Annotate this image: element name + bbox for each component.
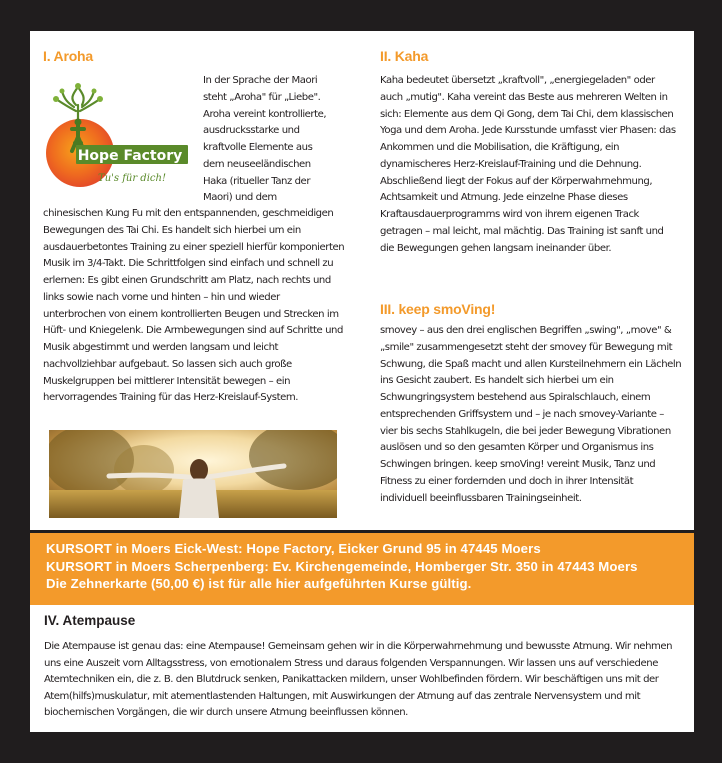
smoving-paragraph: smovey – aus den drei englischen Begriffen „swing", „move" & „smile" zusammengesetzt steht der smovey für Bewegung mit Schwung, die Spaß macht und allen Kursteilnehmern ein Lächeln ins Gesicht zaubert. Es handelt sich hierbei um ein Schwungringsystem bestehend aus Spiralschlauch, einem entsprechenden Griffsystem und – je nach smovey-Variante – vier bis sechs Stahlkugeln, die bei jeder Bewegung Vibrationen auslösen und so den gesamten Körper und Organismus ins Schwingen bringen. keep smoVing! vereint Musik, Tanz und Fitness zu einer fordernden und doch in ihrer Intensität individuell beeinflussbaren Trainingseinheit. [380, 325, 682, 504]
aroha-main-paragraph: chinesischen Kung Fu mit den entspannenden, geschmeidigen Bewegungen des Tai Chi. Es handelt sich hierbei um ein ausdauerbetontes Training zu einer speziell hierfür komponierten Musik im 3/4-Takt. Die Schrittfolgen sind einfach und schnell zu erlernen: Es gibt einen Grundschritt am Platz, nach rechts und links sowie nach vorne und hinten – hin und wieder unterbrochen von einem kontrollierten Beugen und Strecken im Hüft- und Kniegelenk. Die Armbewegungen sind auf Schritte und Musik abgestimmt und werden langsam und leicht nachvollziehbar aufgebaut. So lassen sich auch große Muskelgruppen bei mittlerer Intensität bewegen – ein hervorragendes Training für das Herz-Kreislauf-System. [43, 208, 345, 404]
atempause-panel [30, 605, 694, 732]
atempause-text [44, 639, 688, 722]
aroha-heading: I. Aroha [43, 48, 93, 64]
aroha-intro-paragraph: In der Sprache der Maori steht „Aroha" für „Liebe". Aroha vereint kontrollierte, ausdrucksstarke und kraftvolle Elemente aus dem neuseeländischen Haka (ritueller Tanz der Maori) und dem [203, 75, 327, 204]
atempause-paragraph: Die Atempause ist genau das: eine Atempause! Gemeinsam gehen wir in die Körperwahrnehmung und bewusste Atmung. Wir nehmen uns eine Auszeit vom Alltagsstress, von emotionalem Stress und daraus folgenden Verspannungen. Wir lassen uns auf verschiedene Atemtechniken ein, die z. B. den Blutdruck senken, Panikattacken mildern, unser Wohlbefinden fördern. Wir beschäftigen uns mit der Atem(hilfs)muskulatur, mit atementlastenden Haltungen, mit Auswirkungen der Atmung auf das zentrale Nervensystem und mit biochemischen Vorgängen, die wir durch unsere Atmung beeinflussen können. [44, 641, 673, 719]
location-info-band [30, 533, 694, 605]
kaha-text [380, 73, 680, 257]
logo-tagline: Tu's für dich! [98, 173, 166, 184]
hope-factory-logo [42, 79, 192, 209]
photo-illustration [49, 430, 337, 518]
ten-card-note: Die Zehnerkarte (50,00 €) ist für alle hier aufgeführten Kurse gültig. [46, 576, 472, 591]
location-eick-west: KURSORT in Moers Eick-West: Hope Factory, Eicker Grund 95 in 47445 Moers [46, 541, 541, 556]
hope-factory-logo-graphic [42, 79, 192, 209]
smoving-text [380, 323, 682, 507]
kaha-heading: II. Kaha [380, 48, 429, 64]
aroha-main-text [43, 206, 345, 407]
atempause-heading: IV. Atempause [44, 613, 136, 628]
logo-title: Hope Factory [77, 148, 183, 164]
aroha-intro-text [203, 73, 335, 207]
courses-panel [30, 31, 694, 530]
location-scherpenberg: KURSORT in Moers Scherpenberg: Ev. Kirchengemeinde, Homberger Str. 350 in 47443 Moers [46, 558, 638, 574]
woman-outstretched-arms-photo [49, 430, 337, 518]
smoving-heading: III. keep smoVing! [380, 301, 496, 317]
kaha-paragraph: Kaha bedeutet übersetzt „kraftvoll", „energiegeladen" oder auch „mutig". Kaha vereint das Beste aus mehreren Welten in sich: Elemente aus dem Qi Gong, dem Tai Chi, dem klassischen Yoga und dem Aroha. Jede Kursstunde umfasst vier Phasen: das Ankommen und die Mobilisation, die Kräftigung, ein dynamischeres Herz-Kreislauf-Training und die Dehnung. Abschließend liegt der Fokus auf der Körperwahrnehmung, Achtsamkeit und Atmung. Jede einzelne Phase dieses Kraftausdauerprogramms wird von ihrem eigenen Track getragen – mal leicht, mal mächtig. Das Training ist sanft und die Bewegungen gehen langsam ineinander über. [380, 75, 676, 254]
